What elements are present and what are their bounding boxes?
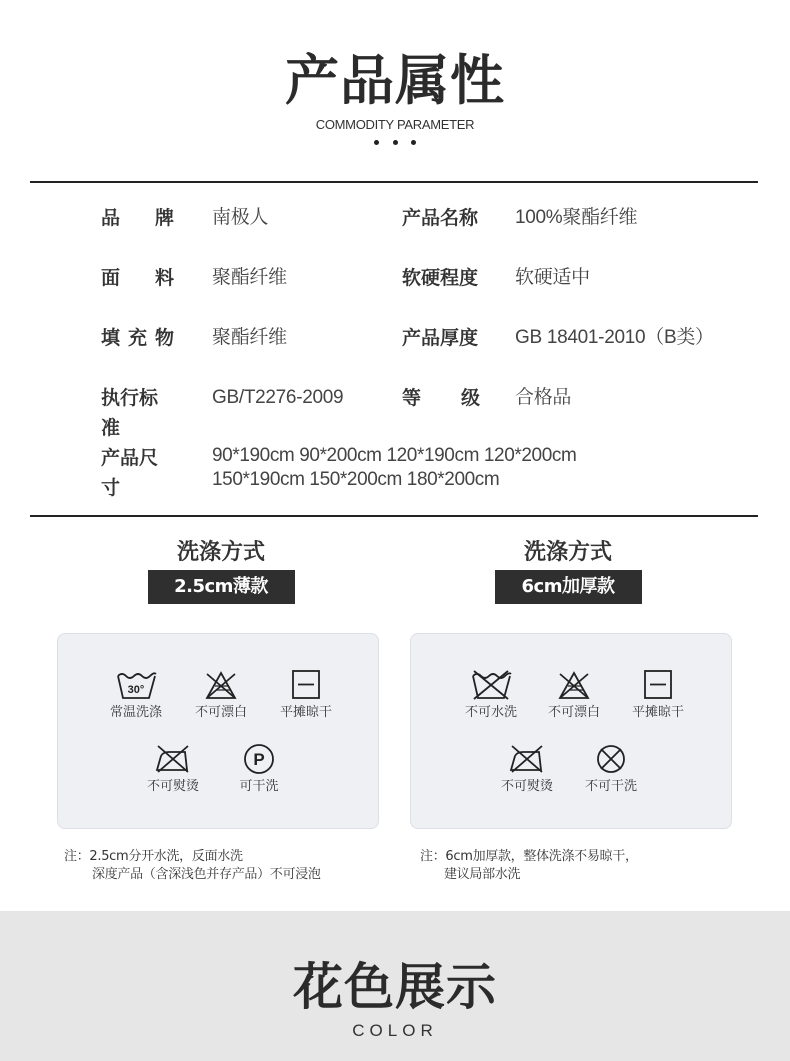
wash-heading-thin <box>131 538 311 604</box>
divider-bottom <box>30 515 758 517</box>
thick-badge: 6cm加厚款 <box>495 570 642 604</box>
no-iron-icon <box>151 742 195 776</box>
note-line-2: 深度产品（含深浅色并存产品）不可浸泡 <box>92 867 321 882</box>
care-item-no-bleach <box>529 668 619 722</box>
dry-clean-p-icon <box>237 742 281 776</box>
note-line-1: 注：6cm加厚款，整体洗涤不易晾干， <box>420 849 638 864</box>
no-wash-icon <box>469 668 513 702</box>
no-bleach-icon <box>552 668 596 702</box>
note-thin <box>64 848 321 884</box>
care-label: 不可熨烫 <box>500 779 553 794</box>
care-label: 可干洗 <box>239 779 279 794</box>
care-item-no-dry-clean <box>566 742 656 796</box>
standard-value: GB/T2276-2009 <box>212 387 344 408</box>
note-thick <box>420 848 638 884</box>
care-item-no-iron <box>128 742 218 796</box>
care-box-thin <box>57 633 379 829</box>
care-item-dry-flat <box>261 668 351 722</box>
hardness-value: 软硬适中 <box>515 267 590 288</box>
no-dry-clean-icon <box>589 742 633 776</box>
section-header <box>0 0 790 170</box>
color-title: 花色展示 <box>293 958 497 1016</box>
care-item-dry-flat <box>613 668 703 722</box>
hardness-label: 软硬程度 <box>402 267 479 289</box>
color-subtitle: COLOR <box>352 1021 438 1040</box>
wash-title: 洗涤方式 <box>523 540 612 565</box>
name-label: 产品名称 <box>402 207 479 229</box>
care-label: 平摊晾干 <box>279 705 332 720</box>
size-values <box>212 444 576 492</box>
care-label: 不可水洗 <box>464 705 517 720</box>
divider-top <box>30 181 758 183</box>
dot <box>411 140 416 145</box>
dry-clean-letter: P <box>253 750 265 769</box>
dot <box>374 140 379 145</box>
care-item-no-bleach <box>176 668 266 722</box>
care-label: 不可干洗 <box>584 779 637 794</box>
dry-flat-icon <box>636 668 680 702</box>
thin-badge: 2.5cm薄款 <box>148 570 295 604</box>
thickness-label: 产品厚度 <box>402 327 479 349</box>
care-label: 不可漂白 <box>547 705 600 720</box>
thickness-value: GB 18401-2010（B类） <box>515 327 714 348</box>
page-title: 产品属性 <box>285 49 505 112</box>
size-line-2: 150*190cm 150*200cm 180*200cm <box>212 469 500 490</box>
wash-title: 洗涤方式 <box>176 540 265 565</box>
filling-value: 聚酯纤维 <box>212 327 287 348</box>
dots-divider <box>374 140 416 148</box>
brand-value: 南极人 <box>212 207 269 228</box>
brand-label: 品 牌 <box>101 207 174 229</box>
size-label: 产品尺寸 <box>101 447 159 499</box>
care-label: 常温洗涤 <box>109 705 162 720</box>
fabric-value: 聚酯纤维 <box>212 267 287 288</box>
care-box-thick <box>410 633 732 829</box>
dot <box>393 140 398 145</box>
size-line-1: 90*190cm 90*200cm 120*190cm 120*200cm <box>212 445 577 466</box>
care-item-dry-clean <box>214 742 304 796</box>
param-row-brand <box>0 203 790 233</box>
care-label: 不可漂白 <box>194 705 247 720</box>
no-bleach-icon <box>199 668 243 702</box>
care-label: 不可熨烫 <box>146 779 199 794</box>
care-item-no-iron <box>482 742 572 796</box>
param-row-fabric <box>0 263 790 293</box>
grade-label: 等 级 <box>402 387 480 409</box>
wash-30-icon <box>114 668 158 702</box>
fabric-label: 面 料 <box>101 267 174 289</box>
wash-heading-thick <box>478 538 658 604</box>
filling-label: 填 充 物 <box>101 327 174 349</box>
param-row-standard <box>0 383 790 439</box>
color-section <box>0 911 790 1061</box>
name-value: 100%聚酯纤维 <box>515 207 638 228</box>
standard-label: 执行标准 <box>101 387 159 439</box>
grade-value: 合格品 <box>515 387 572 408</box>
page-subtitle: COMMODITY PARAMETER <box>315 117 475 132</box>
wash-temp-text: 30° <box>127 684 145 696</box>
note-line-2: 建议局部水洗 <box>444 867 521 882</box>
care-item-wash-30 <box>91 668 181 722</box>
care-item-no-wash <box>446 668 536 722</box>
note-line-1: 注：2.5cm分开水洗，反面水洗 <box>64 849 243 864</box>
dry-flat-icon <box>284 668 328 702</box>
param-row-filling <box>0 323 790 353</box>
care-label: 平摊晾干 <box>631 705 684 720</box>
no-iron-icon <box>505 742 549 776</box>
